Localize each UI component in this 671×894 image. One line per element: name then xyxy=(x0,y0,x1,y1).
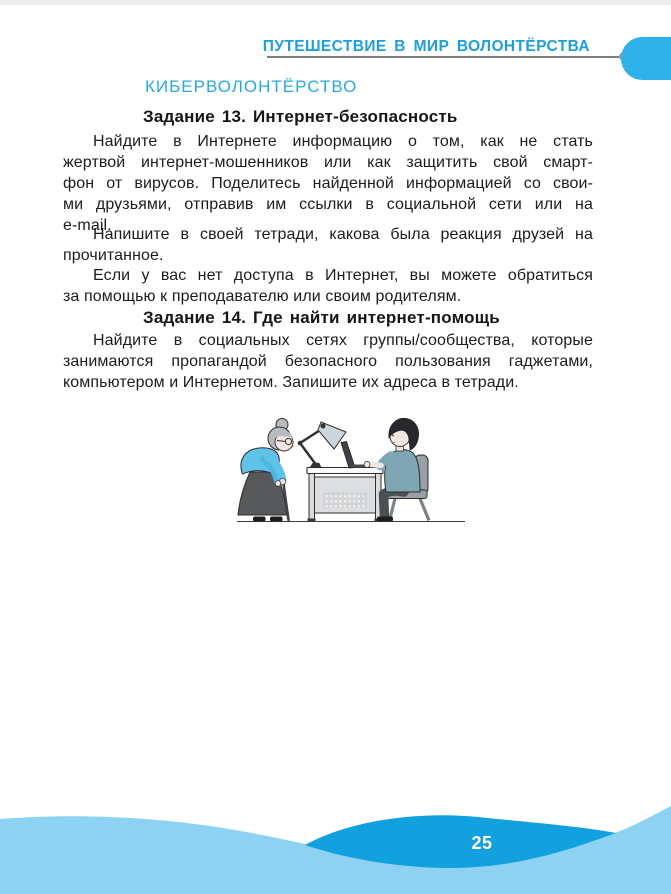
task13-paragraph-2 xyxy=(63,224,593,266)
chapter-tab xyxy=(621,37,671,80)
text-line: e-mail. xyxy=(63,217,112,234)
footer-wave-decoration xyxy=(0,790,671,894)
task13-paragraph-1 xyxy=(63,131,593,236)
task14-heading: Задание 14. Где найти интернет-помощь xyxy=(143,308,500,327)
task14-paragraph-1 xyxy=(63,330,593,393)
text-line: за помощью к преподавателю или своим родителям. xyxy=(63,288,462,305)
page-header-title: ПУТЕШЕСТВИЕ В МИР ВОЛОНТЁРСТВА xyxy=(262,38,590,55)
header-rule-line xyxy=(267,56,623,58)
desk xyxy=(307,468,383,522)
task13-paragraph-3 xyxy=(63,265,593,307)
desk-lamp xyxy=(298,422,346,468)
section-label: КИБЕРВОЛОНТЁРСТВО xyxy=(145,77,358,96)
text-line: ми друзьями, отправив им ссылки в социальной сети или на xyxy=(63,196,593,213)
page-number: 25 xyxy=(471,833,493,853)
text-line: фон от вирусов. Поделитесь найденной информацией со свои- xyxy=(63,175,593,192)
illustration-senior-computer-help xyxy=(228,404,468,524)
grandmother xyxy=(238,419,293,522)
scan-edge-strip xyxy=(0,0,671,5)
text-line: Напишите в своей тетради, какова была реакция друзей на xyxy=(93,226,593,243)
text-line: занимаются пропагандой безопасного пользования гаджетами, xyxy=(63,353,593,370)
text-line: компьютером и Интернетом. Запишите их адреса в тетради. xyxy=(63,374,519,391)
text-line: Если у вас нет доступа в Интернет, вы можете обратиться xyxy=(93,267,593,284)
text-line: Найдите в Интернете информацию о том, как не стать xyxy=(93,133,593,150)
text-line: прочитанное. xyxy=(63,247,164,264)
text-line: Найдите в социальных сетях группы/сообщества, которые xyxy=(93,332,593,349)
task13-heading: Задание 13. Интернет-безопасность xyxy=(143,107,458,126)
text-line: жертвой интернет-мошенников или как защитить свой смарт- xyxy=(63,154,593,171)
